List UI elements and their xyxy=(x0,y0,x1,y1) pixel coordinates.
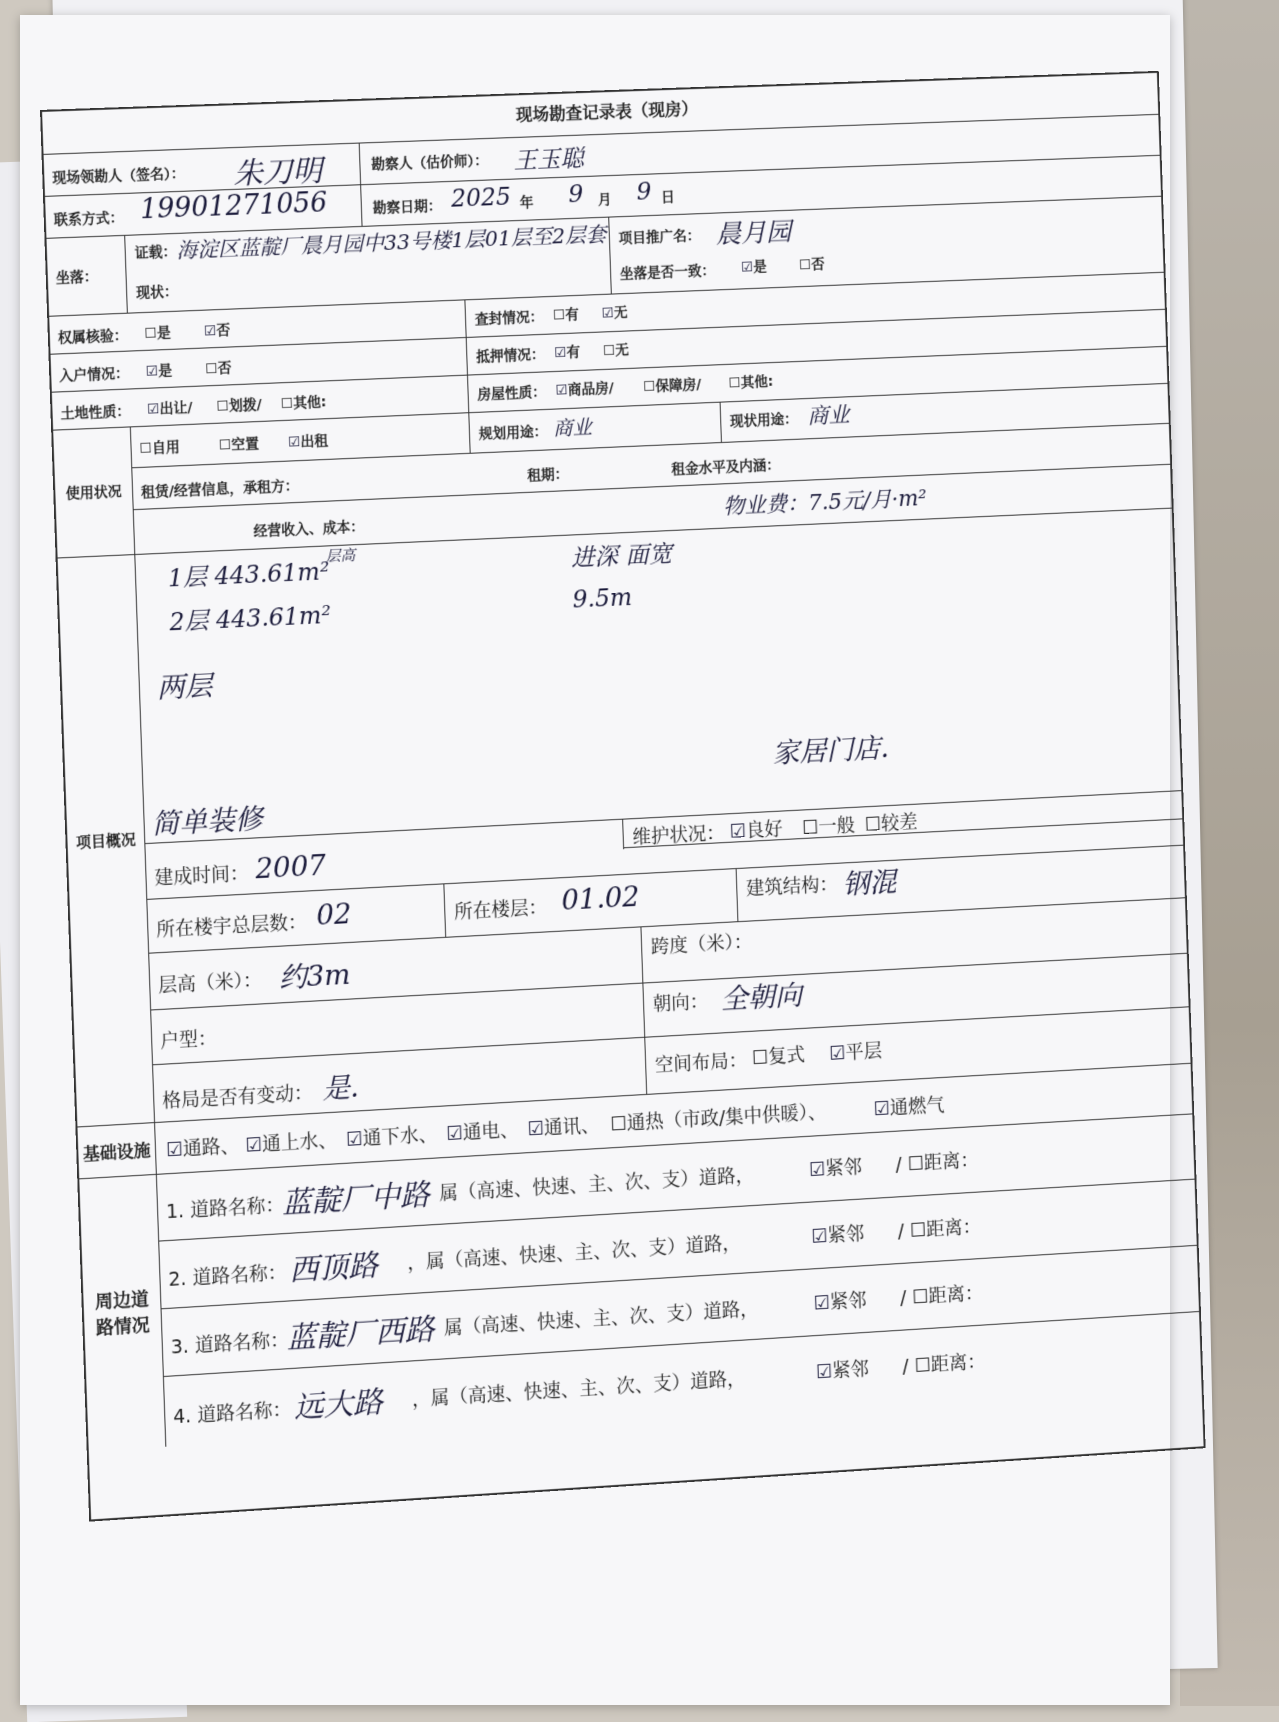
project-name-label: 项目推广名： xyxy=(618,227,701,247)
infra-heating[interactable]: ☐通热（市政/集中供暖）、 xyxy=(609,1101,827,1136)
land-option-other[interactable]: ☐其他: xyxy=(280,394,327,413)
location-match-no[interactable]: ☐否 xyxy=(798,256,826,274)
house-option-other[interactable]: ☐其他: xyxy=(728,373,774,392)
use-option-vacant[interactable]: ☐空置 xyxy=(218,435,260,454)
built-label: 建成时间： xyxy=(154,862,250,890)
layout-change-value: 是. xyxy=(321,1070,360,1106)
cert-label: 证载： xyxy=(134,243,177,262)
current-use-label: 现状用途： xyxy=(729,411,798,430)
date-month-unit: 月 xyxy=(597,191,612,209)
planned-use-label: 规划用途： xyxy=(478,423,548,443)
current-use-value: 商业 xyxy=(806,403,851,430)
orientation-value: 全朝向 xyxy=(720,978,803,1016)
date-year: 2025 xyxy=(450,182,512,213)
location-match-label: 坐落是否一致： xyxy=(619,262,716,283)
entry-yes[interactable]: ☑是 xyxy=(145,362,173,380)
structure-label: 建筑结构： xyxy=(745,873,839,901)
maintenance-normal[interactable]: ☐一般 xyxy=(801,814,856,840)
note-tenant: 家居门店. xyxy=(771,731,890,770)
infra-water-supply[interactable]: ☑通上水、 xyxy=(244,1129,338,1157)
infra-telecom[interactable]: ☑通讯、 xyxy=(526,1114,600,1141)
surveyor-signature: 朱刀明 xyxy=(232,153,323,192)
contact-label: 联系方式： xyxy=(53,209,124,229)
note-depth-width: 进深 面宽 xyxy=(570,539,673,573)
road-4-name: 远大路 xyxy=(293,1385,384,1426)
infra-drainage[interactable]: ☑通下水、 xyxy=(345,1123,438,1151)
planned-use-value: 商业 xyxy=(552,414,593,441)
location-match-yes[interactable]: ☑是 xyxy=(740,258,768,276)
ownership-yes[interactable]: ☐是 xyxy=(144,324,172,342)
house-label: 房屋性质： xyxy=(477,384,547,403)
date-year-unit: 年 xyxy=(519,194,534,212)
form-title: 现场勘查记录表（现房） xyxy=(42,73,1158,155)
road-row-3: 3. 道路名称： 蓝靛厂西路 属（高速、快速、主、次、支）道路， ☑紧邻 / ☐距离： xyxy=(162,1246,1199,1377)
row-project-overview xyxy=(58,508,1191,1128)
note-depth-value: 9.5m xyxy=(572,583,633,614)
infra-label: 基础设施 xyxy=(77,1122,156,1178)
ownership-no[interactable]: ☑否 xyxy=(203,322,231,340)
infra-gas[interactable]: ☑通燃气 xyxy=(873,1094,945,1121)
lease-term-label: 租期： xyxy=(527,466,569,484)
space-label: 空间布局： xyxy=(654,1049,748,1077)
project-name-value: 晨月园 xyxy=(715,217,792,250)
income-note: 物业费：7.5元/月·m² xyxy=(722,486,928,520)
infra-road[interactable]: ☑通路、 xyxy=(165,1135,240,1162)
road-3-distance[interactable]: / ☐距离： xyxy=(899,1282,984,1310)
ownership-label: 权属核验： xyxy=(57,327,128,347)
note-two-floors: 两层 xyxy=(156,669,213,705)
lease-label: 租赁/经营信息，承租方： xyxy=(140,478,299,501)
entry-label: 入户情况： xyxy=(58,365,130,385)
roads-label: 周边道路情况 xyxy=(79,1174,166,1452)
height-label: 层高（米）： xyxy=(157,969,263,998)
contact-value: 19901271056 xyxy=(139,187,328,226)
date-label: 勘察日期： xyxy=(372,198,442,217)
house-option-affordable[interactable]: ☐保障房/ xyxy=(643,376,702,395)
survey-form xyxy=(40,71,1206,1522)
note-decoration: 简单装修 xyxy=(151,802,264,841)
floor-value: 01.02 xyxy=(560,880,641,917)
mortgage-none[interactable]: ☐无 xyxy=(602,342,630,360)
maintenance-good[interactable]: ☑良好 xyxy=(729,818,784,843)
road-4-adjacent[interactable]: ☑紧邻 xyxy=(815,1358,870,1384)
status-label: 现状： xyxy=(135,283,179,302)
land-option-allocated[interactable]: ☐划拨/ xyxy=(216,397,263,415)
road-row-4: 4. 道路名称： 远大路 ，属（高速、快速、主、次、支）道路， ☑紧邻 / ☐距离： xyxy=(164,1312,1201,1447)
project-section-label: 项目概况 xyxy=(58,554,155,1126)
layout-change-label: 格局是否有变动： xyxy=(161,1082,314,1113)
use-option-rented[interactable]: ☑出租 xyxy=(287,433,329,451)
maintenance-poor[interactable]: ☐较差 xyxy=(864,811,918,836)
structure-value: 钢混 xyxy=(842,865,898,901)
total-floors-value: 02 xyxy=(315,897,353,932)
built-value: 2007 xyxy=(254,848,327,886)
road-1-adjacent[interactable]: ☑紧邻 xyxy=(808,1156,863,1182)
road-row-2: 2. 道路名称： 西顶路 ，属（高速、快速、主、次、支）道路， ☑紧邻 / ☐距离： xyxy=(159,1180,1197,1310)
location-label: 坐落： xyxy=(55,268,98,287)
date-month: 9 xyxy=(567,180,584,209)
road-row-1: 1. 道路名称： 蓝靛厂中路 属（高速、快速、主、次、支）道路， ☑紧邻 / ☐距离： xyxy=(157,1113,1195,1241)
date-day-unit: 日 xyxy=(660,189,675,206)
seizure-label: 查封情况： xyxy=(474,309,544,328)
space-flat[interactable]: ☑平层 xyxy=(828,1040,883,1065)
road-2-distance[interactable]: / ☐距离： xyxy=(897,1215,982,1243)
road-3-name: 蓝靛厂西路 xyxy=(285,1312,435,1357)
type-label: 户型： xyxy=(159,1027,218,1053)
road-2-name: 西顶路 xyxy=(288,1248,379,1289)
note-floor1-height: 层高 xyxy=(325,546,356,566)
inspector-signature: 王玉聪 xyxy=(513,144,585,175)
land-label: 土地性质： xyxy=(60,403,131,423)
entry-no[interactable]: ☐否 xyxy=(205,360,232,378)
date-day: 9 xyxy=(636,177,652,206)
total-floors-label: 所在楼宇总层数： xyxy=(155,911,308,942)
cert-value: 海淀区蓝靛厂晨月园中33号楼1层01层至2层套 xyxy=(176,222,607,263)
orientation-label: 朝向： xyxy=(652,990,709,1016)
land-option-transfer[interactable]: ☑出让/ xyxy=(146,399,193,418)
seizure-have[interactable]: ☐有 xyxy=(552,306,580,324)
house-option-commercial[interactable]: ☑商品房/ xyxy=(555,380,615,399)
maintenance-label: 维护状况： xyxy=(632,822,726,849)
seizure-none[interactable]: ☑无 xyxy=(601,304,628,322)
rent-label: 租金水平及内涵： xyxy=(671,457,781,478)
road-1-distance[interactable]: / ☐距离： xyxy=(895,1149,979,1176)
mortgage-label: 抵押情况： xyxy=(475,346,545,366)
road-3-adjacent[interactable]: ☑紧邻 xyxy=(813,1289,867,1315)
use-option-self[interactable]: ☐自用 xyxy=(139,439,181,457)
infra-electricity[interactable]: ☑通电、 xyxy=(445,1119,519,1146)
road-1-name: 蓝靛厂中路 xyxy=(281,1177,431,1222)
note-floor1: 1层 443.61m² xyxy=(167,557,330,593)
road-2-adjacent[interactable]: ☑紧邻 xyxy=(810,1222,865,1248)
paper-sheet xyxy=(20,15,1170,1705)
road-4-distance[interactable]: / ☐距离： xyxy=(902,1350,986,1378)
inspector-label: 勘察人（估价师）： xyxy=(370,152,489,173)
space-duplex[interactable]: ☐复式 xyxy=(751,1044,806,1070)
income-label: 经营收入、成本： xyxy=(253,518,365,540)
note-floor2: 2层 443.61m² xyxy=(168,600,332,637)
span-label: 跨度（米）： xyxy=(650,931,753,959)
mortgage-have[interactable]: ☑有 xyxy=(554,344,581,362)
height-value: 约3m xyxy=(278,957,351,995)
surveyor-label: 现场领勘人（签名）： xyxy=(52,165,185,187)
use-section-label: 使用状况 xyxy=(53,426,135,557)
floor-label: 所在楼层： xyxy=(453,896,548,924)
